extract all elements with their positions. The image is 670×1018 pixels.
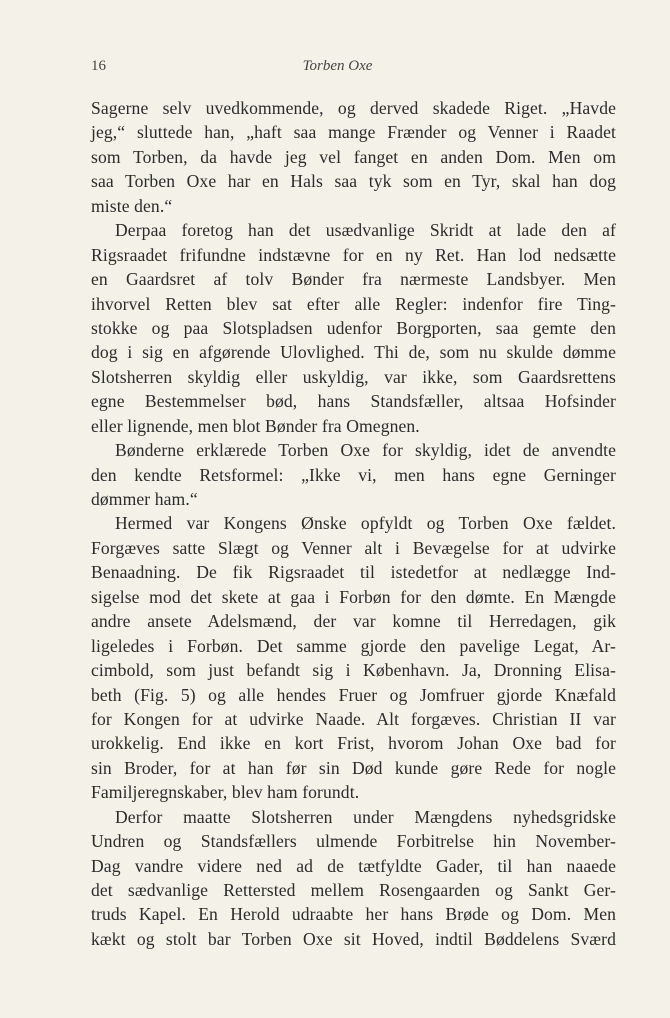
- text-line: dog i sig en afgørende Ulovlighed. Thi de, som nu skulde dømme: [91, 342, 616, 363]
- text-line: Forgæves satte Slægt og Venner alt i Bevægelse for at udvirke: [91, 537, 616, 558]
- text-line: det sædvanlige Rettersted mellem Rosengaarden og Sankt Ger-: [91, 880, 616, 900]
- text-line: Rigsraadet frifundne indstævne for en ny Ret. Han lod nedsætte: [91, 244, 616, 265]
- text-line: beth (Fig. 5) og alle hendes Fruer og Jomfruer gjorde Knæfald: [91, 684, 616, 705]
- body-text: [91, 96, 616, 951]
- text-line: Sagerne selv uvedkommende, og derved skadede Riget. „Havde: [91, 98, 616, 118]
- text-line: for Kongen for at udvirke Naade. Alt forgæves. Christian II var: [91, 708, 616, 729]
- text-line: ligeledes i Forbøn. Det samme gjorde den pavelige Legat, Ar-: [91, 635, 616, 656]
- text-line: som Torben, da havde jeg vel fanget en anden Dom. Men om: [91, 146, 616, 167]
- text-line: Hermed var Kongens Ønske opfyldt og Torben Oxe fældet.: [115, 513, 616, 534]
- text-line: Dag vandre videre ned ad de tætfyldte Gader, til han naaede: [91, 855, 616, 876]
- text-line: jeg,“ sluttede han, „haft saa mange Frænder og Venner i Raadet: [91, 122, 616, 143]
- text-line: kækt og stolt bar Torben Oxe sit Hoved, indtil Bøddelens Sværd: [91, 928, 616, 949]
- text-line: Undren og Standsfællers ulmende Forbitrelse hin November-: [91, 831, 616, 852]
- text-line: Derfor maatte Slotsherren under Mængdens nyhedsgridske: [115, 806, 616, 827]
- text-line: Slotsherren skyldig eller uskyldig, var ikke, som Gaardsrettens: [91, 366, 616, 387]
- text-line: saa Torben Oxe har en Hals saa tyk som en Tyr, skal han dog: [91, 171, 616, 192]
- page-number: 16: [91, 58, 106, 74]
- text-line: eller lignende, men blot Bønder fra Omegnen.: [91, 415, 420, 436]
- text-line: egne Bestemmelser bød, hans Standsfæller, altsaa Hofsinder: [91, 391, 616, 412]
- text-line: miste den.“: [91, 195, 173, 216]
- text-line: den kendte Retsformel: „Ikke vi, men hans egne Gerninger: [91, 464, 616, 485]
- text-line: urokkelig. End ikke en kort Frist, hvorom Johan Oxe bad for: [91, 733, 616, 754]
- text-line: en Gaardsret af tolv Bønder fra nærmeste Landsbyer. Men: [91, 269, 616, 290]
- text-line: stokke og paa Slotspladsen udenfor Borgporten, saa gemte den: [91, 317, 616, 338]
- running-title: Torben Oxe: [302, 58, 373, 74]
- text-line: truds Kapel. En Herold udraabte her hans Brøde og Dom. Men: [91, 904, 616, 925]
- text-line: Derpaa foretog han det usædvanlige Skridt at lade den af: [115, 220, 616, 241]
- text-line: Familjeregnskaber, blev ham forundt.: [91, 782, 360, 803]
- text-line: andre ansete Adelsmænd, der var komne til Herredagen, gik: [91, 611, 616, 632]
- text-line: ihvorvel Retten blev sat efter alle Regler: indenfor fire Ting-: [91, 293, 616, 314]
- text-line: sigelse mod det skete at gaa i Forbøn for den dømte. En Mængde: [91, 586, 616, 607]
- text-line: Bønderne erklærede Torben Oxe for skyldig, idet de anvendte: [115, 440, 616, 461]
- text-line: cimbold, som just befandt sig i København. Ja, Dronning Elisa-: [91, 660, 616, 681]
- text-line: Benaadning. De fik Rigsraadet til istedetfor at nedlægge Ind-: [91, 562, 616, 583]
- text-line: sin Broder, for at han før sin Død kunde gøre Rede for nogle: [91, 757, 616, 778]
- text-line: dømmer ham.“: [91, 489, 198, 509]
- page-header: [91, 58, 584, 82]
